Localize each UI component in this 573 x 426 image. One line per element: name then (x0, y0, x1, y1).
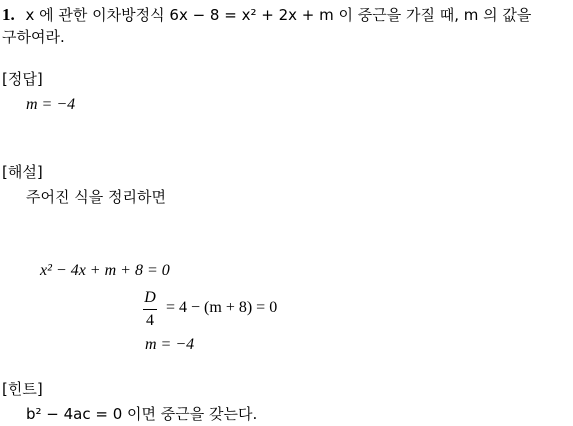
problem-number: 1. (2, 5, 15, 24)
answer-value: m = −4 (26, 96, 76, 113)
discriminant-fraction (143, 289, 157, 330)
problem-statement (2, 6, 531, 23)
solution-equation-1: x² − 4x + m + 8 = 0 (40, 262, 170, 279)
answer-heading: [정답] (2, 70, 43, 88)
fraction-bar (143, 309, 157, 310)
fraction-denominator: 4 (146, 312, 154, 329)
hint-text: b² − 4ac = 0 이면 중근을 갖는다. (26, 405, 258, 423)
problem-line-2: 구하여라. (2, 28, 65, 46)
solution-equation-3: m = −4 (145, 336, 195, 353)
solution-equation-2: = 4 − (m + 8) = 0 (166, 299, 278, 316)
solution-intro: 주어진 식을 정리하면 (26, 188, 166, 206)
hint-heading: [힌트] (2, 380, 43, 398)
solution-heading: [해설] (2, 163, 43, 181)
problem-line-1: x 에 관한 이차방정식 6x − 8 = x² + 2x + m 이 중근을 가질 때, m 의 값을 (25, 6, 532, 24)
fraction-numerator: D (144, 289, 156, 306)
